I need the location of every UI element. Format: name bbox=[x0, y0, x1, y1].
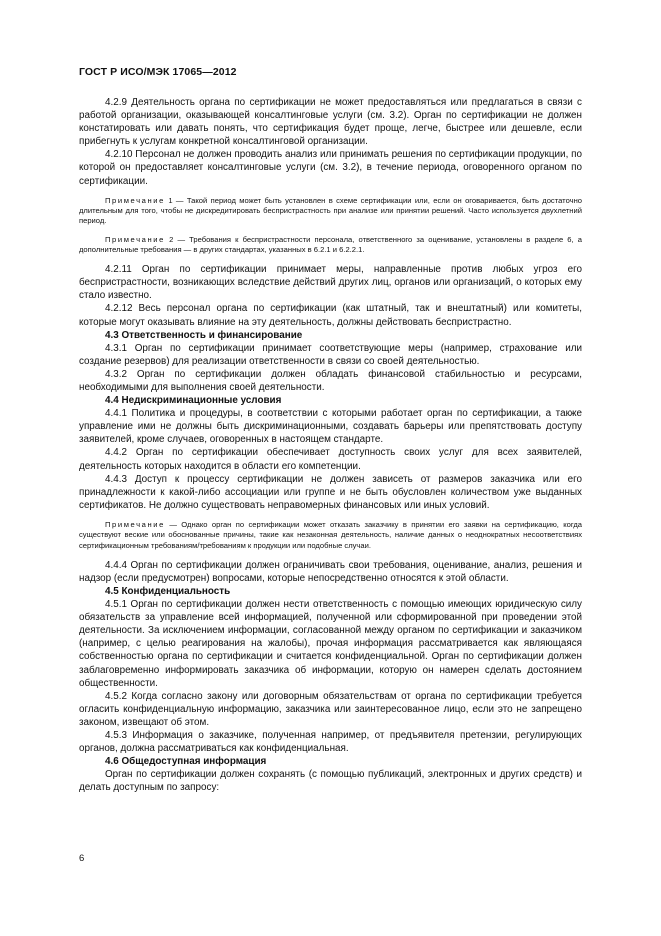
heading-4-3: 4.3 Ответственность и финансирование bbox=[105, 329, 303, 341]
document-body bbox=[79, 96, 582, 795]
para-4-6-intro: Орган по сертификации должен сохранять (с помощью публикаций, электронных и других средств) и делать доступным по запросу: bbox=[79, 769, 582, 794]
para-4-5-3: 4.5.3 Информация о заказчике, полученная например, от предъявителя претензии, регулирующих органов, должна рассматриваться как конфиденциальная. bbox=[79, 730, 582, 755]
note-1 bbox=[79, 196, 582, 227]
para-4-3-2: 4.3.2 Орган по сертификации должен обладать финансовой стабильностью и ресурсами, необходимыми для выполнения своей деятельности. bbox=[79, 368, 582, 393]
note-label: Примечание bbox=[105, 519, 165, 529]
para-4-4-2: 4.4.2 Орган по сертификации обеспечивает доступность своих услуг для всех заявителей, деятельность которых находится в области его компетенции. bbox=[79, 447, 582, 472]
note-label: Примечание bbox=[105, 234, 165, 244]
note-3 bbox=[79, 520, 582, 551]
note-text: 2 — Требования к беспристрастности персонала, ответственного за оценивание, установлены в разделе 6, а дополнительные требования — в других стандартах, указанных в 6.2.1 и 6.2.2.1. bbox=[79, 234, 582, 254]
note-label: Примечание bbox=[105, 195, 165, 205]
para-4-2-11: 4.2.11 Орган по сертификации принимает меры, направленные против любых угроз его беспристрастности, возникающих вследствие действий других лиц, органов или организаций, о которых ему стало известно. bbox=[79, 264, 582, 302]
para-4-5-1: 4.5.1 Орган по сертификации должен нести ответственность с помощью имеющих юридическую силу обязательств за управление всей информацией, полученной или сформированной при проведении этой деятельности. За исключением информации, согласованной между органом по сертификации и заказчиком (например, с целью реагирования на жалобы), прочая информация рассматривается как являющаяся собственностью органа по сертификации и считается конфиденциальной. Орган по сертификации должен заблаговременно информировать заказчика об информации, которую он намерен сделать достоянием общественности. bbox=[79, 599, 582, 689]
note-text: — Однако орган по сертификации может отказать заказчику в принятии его заявки на сертификацию, когда существуют веские или обоснованные причины, такие как незаконная деятельность, наличие данных о неоднократных несоответствиях сертификационным требованиям/требованиям к продукции или подобные случаи. bbox=[79, 519, 582, 550]
heading-4-4: 4.4 Недискриминационные условия bbox=[105, 395, 282, 407]
para-4-5-2: 4.5.2 Когда согласно закону или договорным обязательствам от органа по сертификации требуется огласить конфиденциальную информацию, заказчика или заинтересованное лицо, если это не запрещено законом, извещают об этом. bbox=[79, 690, 582, 728]
para-4-2-10: 4.2.10 Персонал не должен проводить анализ или принимать решения по сертификации продукции, по которой он предоставляет консалтинговые услуги (см. 3.2), в течение периода, оговоренного органом по сертификации. bbox=[79, 149, 582, 187]
para-4-2-12: 4.2.12 Весь персонал органа по сертификации (как штатный, так и внештатный) или комитеты, которые могут оказывать влияние на эту деятельность, должны действовать беспристрастно. bbox=[79, 303, 582, 328]
heading-4-5: 4.5 Конфиденциальность bbox=[105, 586, 231, 597]
heading-4-6: 4.6 Общедоступная информация bbox=[105, 756, 267, 768]
document-header: ГОСТ Р ИСО/МЭК 17065—2012 bbox=[79, 66, 237, 78]
para-4-2-9: 4.2.9 Деятельность органа по сертификации не может предоставляться или предлагаться в связи с работой организации, оказывающей консалтинговые услуги (см. 3.2). Орган по сертификации не должен констатировать или давать понять, что сертификация будет проще, легче, быстрее или дешевле, если прибегнуть к услугам конкретной консалтинговой организации. bbox=[79, 97, 582, 148]
para-4-4-1: 4.4.1 Политика и процедуры, в соответствии с которыми работает орган по сертификации, а также управление ими не должны быть дискриминационными, создавать барьеры или препятствовать доступу заявителей, кроме случаев, оговоренных в настоящем стандарте. bbox=[79, 408, 582, 446]
page-number: 6 bbox=[79, 853, 85, 864]
note-text: 1 — Такой период может быть установлен в схеме сертификации или, если он оговаривается, быть достаточно длительным для того, чтобы не дискредитировать беспристрастность при анализе или принятии решений. Часто используется двухлетний период. bbox=[79, 195, 582, 226]
para-4-4-3: 4.4.3 Доступ к процессу сертификации не должен зависеть от размеров заказчика или его принадлежности к какой-либо ассоциации или группе и не быть обусловлен количеством уже выданных сертификатов. Не должно существовать неправомерных финансовых или иных условий. bbox=[79, 473, 582, 511]
para-4-3-1: 4.3.1 Орган по сертификации принимает соответствующие меры (например, страхование или создание резервов) для реализации ответственности в связи со своей деятельностью. bbox=[79, 342, 582, 367]
note-2 bbox=[79, 235, 582, 256]
para-4-4-4: 4.4.4 Орган по сертификации должен ограничивать свои требования, оценивание, анализ, решения и надзор (если предусмотрен) вопросами, которые непосредственно относятся к этой области. bbox=[79, 559, 582, 584]
